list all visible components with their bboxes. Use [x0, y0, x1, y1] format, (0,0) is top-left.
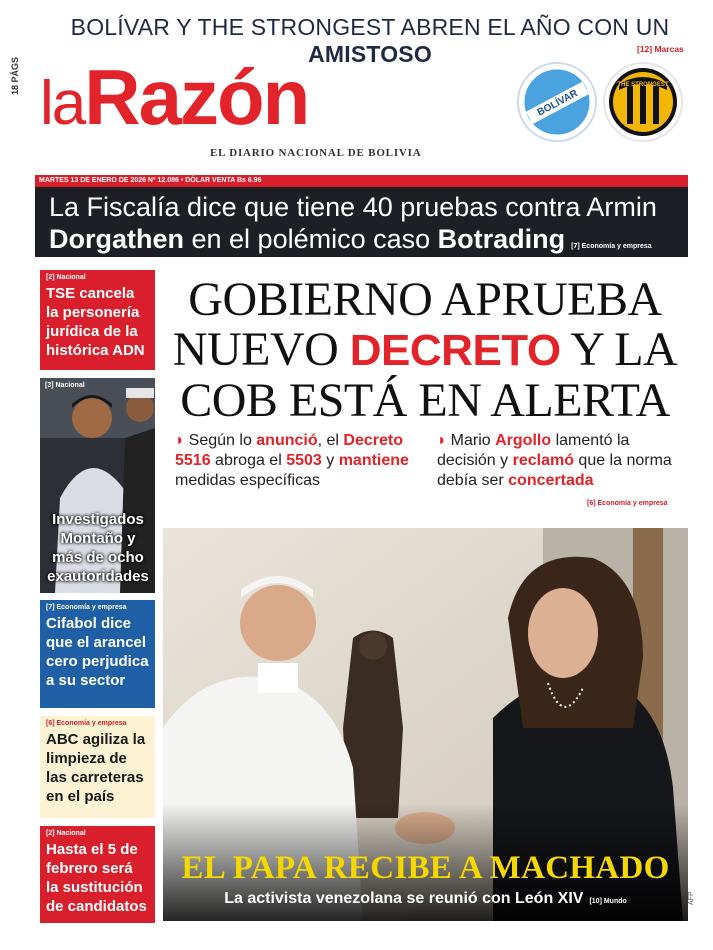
bolivar-crest — [517, 62, 597, 142]
sidebar-item-abc[interactable] — [40, 716, 155, 818]
top-kicker-ref: [12] Marcas — [637, 44, 684, 54]
sidebar-ref: [2] Nacional — [46, 274, 86, 281]
fiscal-case: Botrading — [437, 224, 566, 254]
sidebar-ref: [6] Economía y empresa — [46, 720, 127, 727]
top-kicker-text: BOLÍVAR Y THE STRONGEST ABREN EL AÑO CON UN — [70, 14, 670, 40]
bullets-ref: [6] Economía y empresa — [587, 500, 668, 507]
sidebar-item-candidatos[interactable] — [40, 826, 155, 923]
sidebar-text: TSE cancela la personería jurídica de la histórica ADN — [46, 285, 145, 359]
bullet-marker-icon: ◗ — [437, 432, 447, 449]
bullet-marker-icon: ◗ — [175, 432, 185, 449]
sidebar-ref: [3] Nacional — [45, 382, 85, 389]
fiscal-name: Dorgathen — [49, 224, 184, 254]
page-count-label: 18 PÁGS — [10, 56, 20, 95]
bullet-right: ◗ Mario Argollo lamentó la decisión y reclamó que la norma debía ser concertada — [437, 432, 672, 489]
headline-line1: GOBIERNO APRUEBA — [188, 273, 662, 326]
sidebar-text: Investigados Montaño y más de ocho exautoridades — [47, 511, 149, 585]
fiscal-line2 — [49, 223, 674, 263]
sidebar-text: Cifabol dice que el arancel cero perjudica a su sector — [46, 615, 149, 689]
sidebar-ref: [7] Economía y empresa — [46, 604, 127, 611]
top-kicker-bold: AMISTOSO — [308, 41, 432, 67]
strongest-crest-icon — [605, 64, 681, 140]
main-headline[interactable] — [165, 275, 685, 426]
dateline: MARTES 13 DE ENERO DE 2026 Nº 12.086 • DÓLAR VENTA Bs 6.96 — [35, 175, 688, 187]
masthead-tagline: EL DIARIO NACIONAL DE BOLIVIA — [210, 147, 422, 159]
fiscal-line1: La Fiscalía dice que tiene 40 pruebas contra Armin — [49, 192, 657, 222]
main-photo[interactable] — [163, 528, 688, 921]
sidebar-text: Hasta el 5 de febrero será la sustitución de candidatos — [46, 841, 147, 915]
strongest-crest — [603, 62, 683, 142]
sidebar-item-tse[interactable] — [40, 270, 155, 370]
sidebar-item-investigados[interactable] — [40, 378, 155, 593]
left-gutter — [0, 0, 30, 950]
fiscal-banner[interactable] — [35, 187, 688, 257]
masthead-logo[interactable] — [40, 53, 309, 141]
headline-red-word: DECRETO — [349, 326, 561, 375]
headline-line2: NUEVO DECRETO Y LA — [172, 323, 678, 376]
sidebar-item-cifabol[interactable] — [40, 600, 155, 708]
logo-la: la — [40, 69, 85, 138]
photo-credit: AFP — [688, 891, 695, 905]
photo-title: EL PAPA RECIBE A MACHADO — [181, 850, 670, 886]
logo-razon: Razón — [84, 53, 309, 141]
sidebar-text: ABC agiliza la limpieza de las carreteras en el país — [46, 731, 146, 805]
photo-subtitle: La activista venezolana se reunió con León XIV [10] Mundo — [224, 890, 627, 907]
bullet-left: ◗ Según lo anunció, el Decreto 5516 abroga el 5503 y mantiene medidas específicas — [175, 432, 409, 489]
strongest-crest-label: THE STRONGEST — [617, 82, 669, 88]
sidebar-ref: [2] Nacional — [46, 830, 86, 837]
headline-line3: COB ESTÁ EN ALERTA — [180, 374, 670, 427]
bolivar-crest-icon — [519, 64, 595, 140]
bolivar-crest-label: BOLÍVAR — [535, 88, 580, 119]
fiscal-mid: en el polémico caso — [184, 224, 438, 254]
fiscal-ref: [7] Economía y empresa — [571, 243, 652, 250]
photo-ref: [10] Mundo — [589, 898, 627, 905]
